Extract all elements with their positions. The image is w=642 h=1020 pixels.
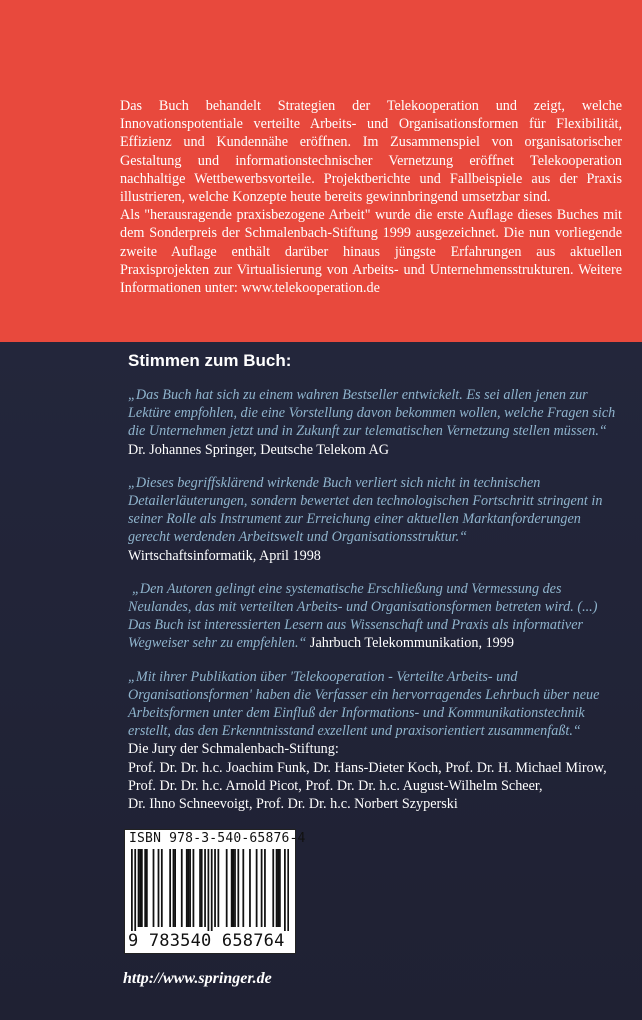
barcode-bar (261, 849, 263, 927)
jury-line: Prof. Dr. Dr. h.c. Arnold Picot, Prof. Dr. Dr. h.c. August-Wilhelm Scheer, (128, 777, 543, 794)
barcode-bar (276, 849, 278, 927)
review-quote: „Den Autoren gelingt eine systematische Erschließung und Vermessung des Neulandes, das mit verteilten Arbeits- und Organisationsformen betreten wird. (...) Das Buch ist interessierten Lesern aus Wissenschaft und Praxis als informativer Wegweiser sehr zu empfehlen.“ (128, 580, 598, 652)
barcode-bar (188, 849, 190, 927)
barcode-bar (199, 849, 201, 927)
reviews-list (128, 386, 620, 813)
barcode-bar (204, 849, 206, 927)
barcode-bar (193, 849, 195, 927)
barcode-bar (242, 849, 244, 927)
review-quote: „Mit ihrer Publikation über 'Telekooperation - Verteilte Arbeits- und Organisationsformen' haben die Verfasser ein hervorragendes Lehrbuch über neue Arbeitsformen unter dem Einfluß der Informations- und Kommunikationstechnik erstellt, das den Erkenntnisstand exzellent und praxisorientiert zusammenfaßt.“ (128, 668, 600, 740)
description-paragraph-1: Das Buch behandelt Strategien der Telekooperation und zeigt, welche Innovationspotentiale verteilte Arbeits- und Organisationsformen für Flexibilität, Effizienz und Kundennähe eröffnen. Im Zusammenspiel von organisatorischer Gestaltung und informationstechnischer Vernetzung eröffnet Telekooperation nachhaltige Wettbewerbsvorteile. Projektberichte und Fallbeispiele aus der Praxis illustrieren, welche Konzepte heute bereits gewinnbringend umsetzbar sind. (120, 98, 622, 206)
isbn-barcode (124, 829, 306, 954)
review-item (128, 474, 620, 565)
barcode-bar (144, 849, 146, 927)
barcode-bar (131, 849, 133, 931)
barcode-bar (186, 849, 188, 927)
barcode-bar (279, 849, 281, 927)
jury-line: Prof. Dr. Dr. h.c. Joachim Funk, Dr. Hans-Dieter Koch, Prof. Dr. H. Michael Mirow, (128, 759, 607, 776)
barcode-bar (214, 849, 216, 927)
barcode-bar (181, 849, 183, 927)
reviews-heading: Stimmen zum Buch: (128, 351, 292, 370)
barcode-bar (201, 849, 203, 927)
barcode-bar (249, 849, 251, 927)
barcode-bar (139, 849, 141, 927)
barcode-bar (158, 849, 160, 927)
review-source: Die Jury der Schmalenbach-Stiftung: (128, 741, 339, 758)
barcode-bar (231, 849, 233, 927)
barcode-bar (264, 849, 266, 927)
review-source: Dr. Johannes Springer, Deutsche Telekom AG (128, 441, 389, 458)
review-item (128, 580, 620, 653)
barcode-bar (234, 849, 236, 927)
barcode-bar (174, 849, 176, 927)
barcode-bar (153, 849, 155, 927)
barcode-bar (211, 849, 213, 931)
barcode-bar (189, 849, 191, 927)
barcode-bar (208, 849, 210, 931)
review-source: Wirtschaftsinformatik, April 1998 (128, 547, 321, 564)
barcode-bar (134, 849, 136, 931)
barcode-bar (226, 849, 228, 927)
barcode-bar (173, 849, 175, 927)
barcode-bar (146, 849, 148, 927)
barcode-bars (131, 849, 289, 931)
barcode-bar (232, 849, 234, 927)
barcode-bar (141, 849, 143, 927)
barcode-bar (138, 849, 140, 927)
book-description (120, 97, 622, 297)
barcode-bar (237, 849, 239, 927)
review-item (128, 668, 620, 759)
ean-number: 9 783540 658764 (128, 931, 285, 951)
publisher-url[interactable]: http://www.springer.de (123, 970, 272, 987)
barcode-bar (256, 849, 258, 927)
review-quote: „Das Buch hat sich zu einem wahren Bestseller entwickelt. Es sei allen jenen zur Lektüre empfohlen, die eine Vorstellung davon bekommen wollen, welche Fragen sich die Unternehmen jetzt und in Zukunft zur telematischen Vernetzung stellen müssen.“ (128, 387, 616, 440)
jury-line: Dr. Ihno Schneevoigt, Prof. Dr. Dr. h.c. Norbert Szyperski (128, 796, 458, 813)
review-source: Jahrbuch Telekommunikation, 1999 (309, 635, 514, 652)
jury-members (128, 759, 620, 814)
barcode-bar (169, 849, 171, 927)
barcode-bar (217, 849, 219, 927)
review-quote: „Dieses begriffsklärend wirkende Buch verliert sich nicht in technischen Detailerläuterungen, sondern bewertet den technologischen Fortschritt stringent in seiner Rolle als Instrument zur Erreichung einer aktuellen Marktanforderungen gerecht werdenden Arbeitswelt und Organisationsstruktur.“ (128, 474, 603, 546)
barcode-bar (272, 849, 274, 927)
isbn-number: ISBN 978-3-540-65876-4 (129, 831, 306, 846)
barcode-bar (161, 849, 163, 927)
description-paragraph-2: Als "herausragende praxisbezogene Arbeit" wurde die erste Auflage dieses Buches mit dem Sonderpreis der Schmalenbach-Stiftung 1999 ausgezeichnet. Die nun vorliegende zweite Auflage enthält darüber hinaus jüngste Erfahrungen aus aktuellen Praxisprojekten zur Virtualisierung von Arbeits- und Unternehmensstrukturen. Weitere Informationen unter: www.telekooperation.de (120, 207, 622, 297)
review-item (128, 386, 620, 459)
barcode-bar (277, 849, 279, 927)
barcode-bar (287, 849, 289, 931)
barcode-bar (284, 849, 286, 931)
